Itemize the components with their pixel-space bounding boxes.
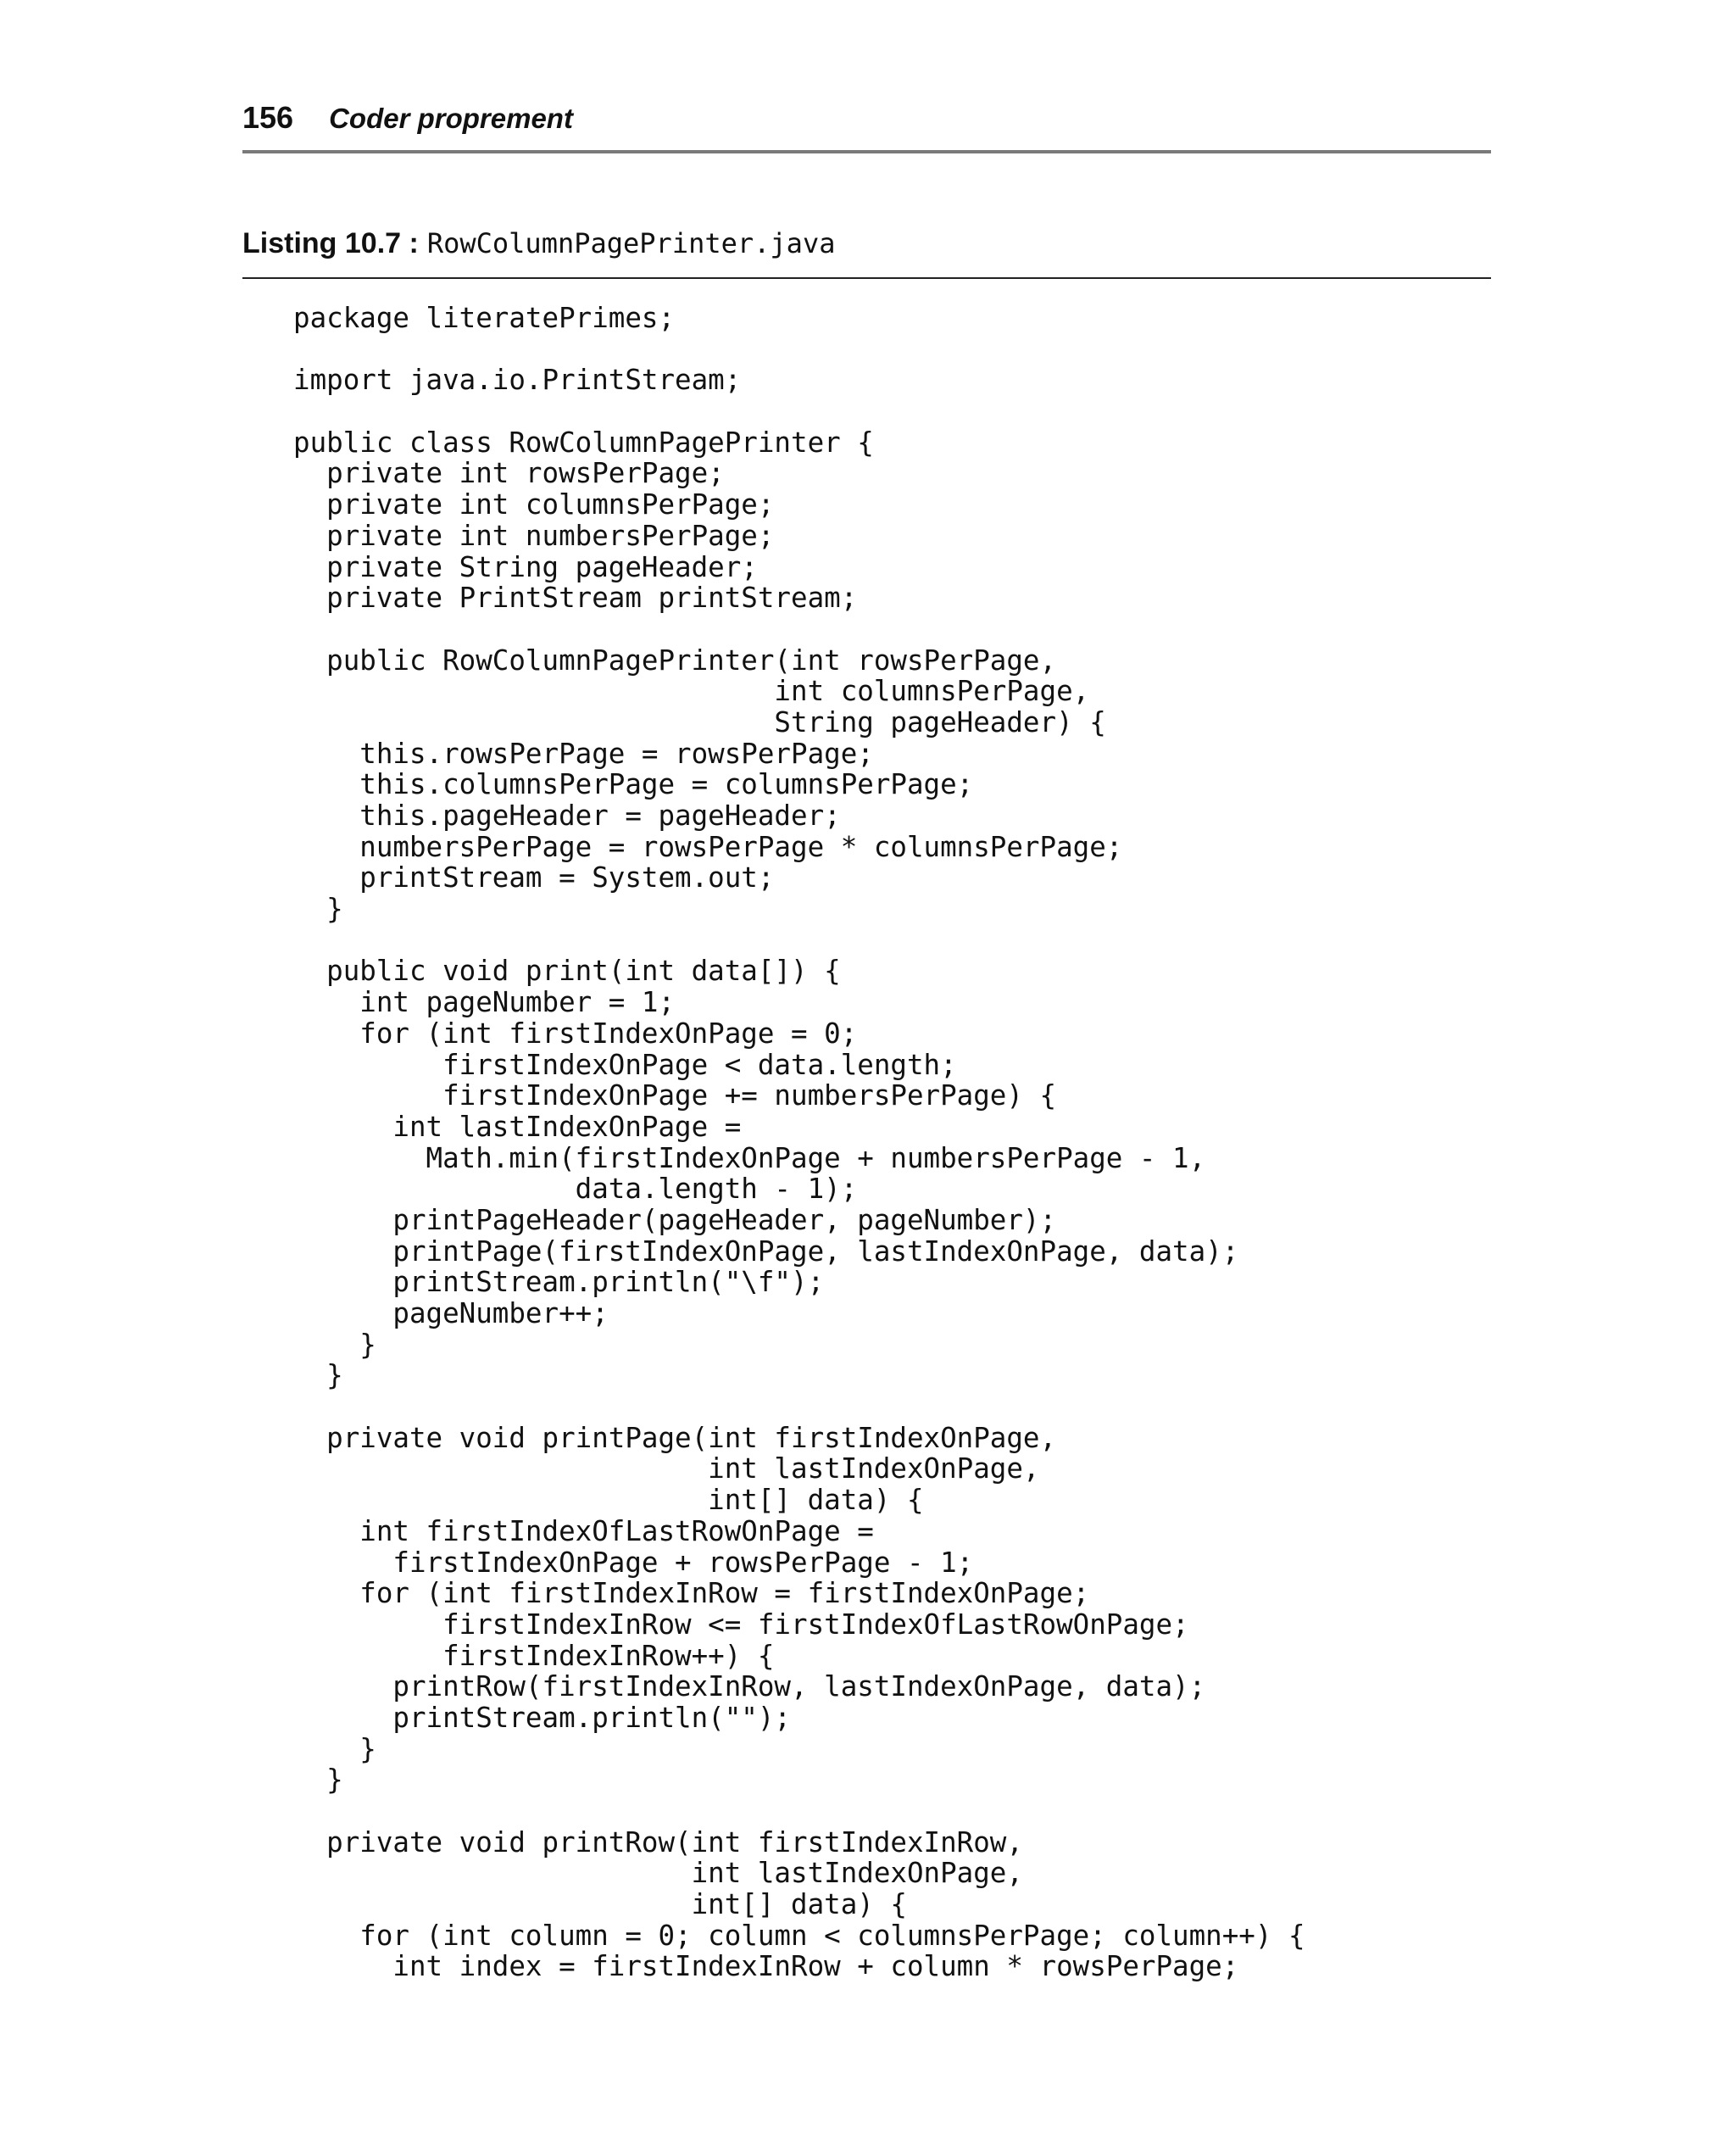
code-line: printStream = System.out; — [293, 861, 775, 894]
code-line — [293, 614, 1305, 645]
code-line: int pageNumber = 1; — [293, 986, 676, 1019]
code-line: for (int column = 0; column < columnsPerPage; column++) { — [293, 1919, 1305, 1952]
code-line: int lastIndexOnPage, — [293, 1452, 1040, 1485]
code-line: firstIndexInRow++) { — [293, 1639, 775, 1672]
code-line: package literatePrimes; — [293, 302, 676, 334]
code-line — [293, 334, 1305, 365]
code-line: int firstIndexOfLastRowOnPage = — [293, 1514, 874, 1547]
code-line: int columnsPerPage, — [293, 675, 1090, 708]
code-line: int lastIndexOnPage = — [293, 1110, 742, 1143]
code-line: int[] data) { — [293, 1484, 924, 1517]
code-line: this.pageHeader = pageHeader; — [293, 800, 841, 832]
code-line: printStream.println("\f"); — [293, 1266, 825, 1299]
code-line: private void printPage(int firstIndexOnPage, — [293, 1421, 1057, 1454]
code-line: Math.min(firstIndexOnPage + numbersPerPage - 1, — [293, 1141, 1206, 1174]
code-line: public void print(int data[]) { — [293, 955, 841, 988]
code-line — [293, 925, 1305, 956]
code-line — [293, 1391, 1305, 1423]
code-line: printStream.println(""); — [293, 1701, 791, 1734]
page-header — [242, 100, 573, 142]
code-line: this.rowsPerPage = rowsPerPage; — [293, 737, 874, 770]
code-line: private String pageHeader; — [293, 550, 758, 583]
page-number: 156 — [242, 100, 294, 135]
code-line: firstIndexOnPage + rowsPerPage - 1; — [293, 1546, 974, 1579]
code-line: private int rowsPerPage; — [293, 457, 725, 490]
code-line: firstIndexOnPage += numbersPerPage) { — [293, 1079, 1057, 1112]
caption-rule — [242, 277, 1491, 279]
running-title: Coder proprement — [329, 103, 573, 134]
code-line: } — [293, 1328, 376, 1361]
code-line: public RowColumnPagePrinter(int rowsPerPage, — [293, 644, 1057, 677]
code-line — [293, 396, 1305, 427]
listing-caption — [242, 227, 835, 260]
code-line: for (int firstIndexOnPage = 0; — [293, 1017, 858, 1050]
code-line: } — [293, 1732, 376, 1765]
code-line: } — [293, 1359, 343, 1392]
code-line: printPage(firstIndexOnPage, lastIndexOnPage, data); — [293, 1234, 1239, 1268]
code-line: firstIndexOnPage < data.length; — [293, 1048, 957, 1081]
code-line: this.columnsPerPage = columnsPerPage; — [293, 768, 974, 801]
code-line: printPageHeader(pageHeader, pageNumber); — [293, 1203, 1057, 1236]
code-line: printRow(firstIndexInRow, lastIndexOnPage, data); — [293, 1670, 1206, 1703]
code-line: private int numbersPerPage; — [293, 519, 775, 552]
code-line: for (int firstIndexInRow = firstIndexOnPage; — [293, 1577, 1090, 1610]
header-rule — [242, 150, 1491, 153]
code-line: pageNumber++; — [293, 1297, 609, 1329]
code-line: int[] data) { — [293, 1888, 907, 1921]
code-line: private PrintStream printStream; — [293, 582, 858, 615]
code-line: firstIndexInRow <= firstIndexOfLastRowOnPage; — [293, 1608, 1189, 1641]
code-line: private void printRow(int firstIndexInRow, — [293, 1825, 1023, 1859]
code-line: int lastIndexOnPage, — [293, 1857, 1023, 1890]
code-line: } — [293, 1764, 343, 1797]
code-line: private int columnsPerPage; — [293, 488, 775, 521]
code-line: public class RowColumnPagePrinter { — [293, 426, 874, 459]
code-listing — [293, 303, 1305, 1982]
code-line — [293, 1796, 1305, 1827]
code-line: data.length - 1); — [293, 1173, 858, 1206]
code-line: int index = firstIndexInRow + column * rowsPerPage; — [293, 1950, 1239, 1983]
code-line: } — [293, 893, 343, 926]
listing-label: Listing 10.7 : — [242, 227, 419, 259]
code-line: numbersPerPage = rowsPerPage * columnsPerPage; — [293, 830, 1123, 863]
listing-filename: RowColumnPagePrinter.java — [426, 227, 836, 259]
code-line: String pageHeader) { — [293, 705, 1106, 738]
code-line: import java.io.PrintStream; — [293, 364, 742, 397]
